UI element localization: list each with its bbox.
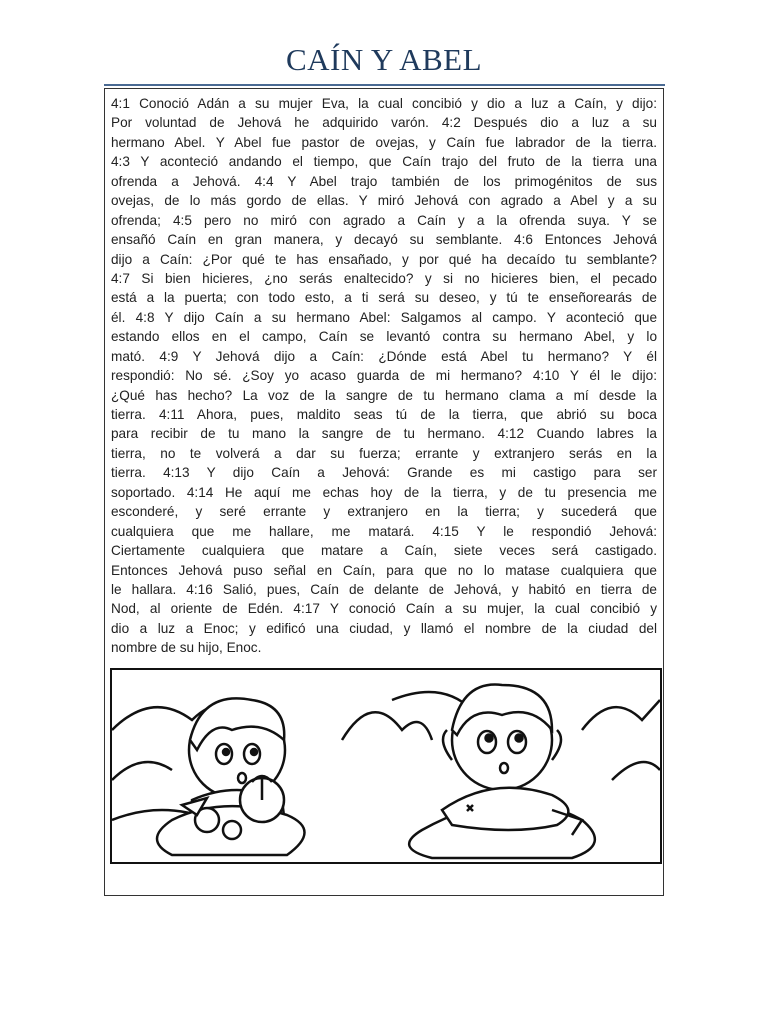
text-line: ofrenda; 4:5 pero no miró con agrado a Caín y a la ofrenda suya. Y se xyxy=(111,212,657,228)
text-line: Entonces Jehová puso señal en Caín, para que no lo matase cualquiera que xyxy=(111,562,657,578)
text-line: tierra. 4:11 Ahora, pues, maldito seas tú de la tierra, que abrió su boca xyxy=(111,407,657,422)
text-line: 4:7 Si bien hicieres, ¿no serás enaltecido? y si no hicieres bien, el pecado xyxy=(111,270,657,286)
text-line: dijo a Caín: ¿Por qué te has ensañado, y por qué ha decaído tu semblante? xyxy=(111,251,657,267)
text-line: Por voluntad de Jehová he adquirido varón. 4:2 Después dio a luz a su xyxy=(111,115,657,131)
text-line: ensañó Caín en gran manera, y decayó su semblante. 4:6 Entonces Jehová xyxy=(111,232,657,248)
text-line: ¿Qué has hecho? La voz de la sangre de tu hermano clama a mí desde la xyxy=(111,387,657,403)
text-line: mató. 4:9 Y Jehová dijo a Caín: ¿Dónde está Abel tu hermano? Y él xyxy=(111,348,657,364)
text-line: soportado. 4:14 He aquí me echas hoy de la tierra, y de tu presencia me xyxy=(111,484,657,500)
text-line: Nod, al oriente de Edén. 4:17 Y conoció Caín a su mujer, la cual concibió y xyxy=(111,601,657,617)
text-line: tierra. 4:13 Y dijo Caín a Jehová: Grande es mi castigo para ser xyxy=(111,465,657,481)
cain-abel-illustration xyxy=(110,668,662,864)
page-title: CAÍN Y ABEL xyxy=(285,42,483,77)
text-line: está a la puerta; con todo esto, a ti será su deseo, y tú te enseñorearás de xyxy=(111,290,657,306)
text-line: 4:1 Conoció Adán a su mujer Eva, la cual concibió y dio a luz a Caín, y dijo: xyxy=(111,96,657,111)
text-line: dio a luz a Enoc; y edificó una ciudad, y llamó el nombre de la ciudad del xyxy=(111,620,657,636)
scripture-text xyxy=(111,94,657,658)
text-line: ofrenda a Jehová. 4:4 Y Abel trajo también de los primogénitos de sus xyxy=(111,173,657,189)
text-line: le hallara. 4:16 Salió, pues, Caín de delante de Jehová, y habitó en tierra de xyxy=(111,581,657,597)
content-box xyxy=(104,88,664,896)
text-line: para recibir de tu mano la sangre de tu hermano. 4:12 Cuando labres la xyxy=(111,426,657,442)
text-line: esconderé, y seré errante y extranjero en la tierra; y sucederá que xyxy=(111,504,657,520)
cain-figure xyxy=(157,698,305,855)
text-line: Ciertamente cualquiera que matare a Caín, siete veces será castigado. xyxy=(111,543,657,559)
text-line: tierra, no te volverá a dar su fuerza; errante y extranjero serás en la xyxy=(111,445,657,461)
text-line: nombre de su hijo, Enoc. xyxy=(111,640,262,656)
text-line: ovejas, de lo más gordo de ellas. Y miró Jehová con agrado a Abel y a su xyxy=(111,193,657,209)
text-line: él. 4:8 Y dijo Caín a su hermano Abel: Salgamos al campo. Y aconteció que xyxy=(111,309,657,325)
text-line: estando ellos en el campo, Caín se levantó contra su hermano Abel, y lo xyxy=(111,329,657,345)
text-line: cualquiera que me hallare, me matará. 4:15 Y le respondió Jehová: xyxy=(111,523,657,539)
abel-figure xyxy=(409,685,595,858)
text-line: hermano Abel. Y Abel fue pastor de ovejas, y Caín fue labrador de la tierra. xyxy=(111,134,657,150)
text-line: 4:3 Y aconteció andando el tiempo, que Caín trajo del fruto de la tierra una xyxy=(111,154,657,170)
text-line: respondió: No sé. ¿Soy yo acaso guarda de mi hermano? 4:10 Y él le dijo: xyxy=(111,368,657,384)
title-underline xyxy=(104,84,665,86)
